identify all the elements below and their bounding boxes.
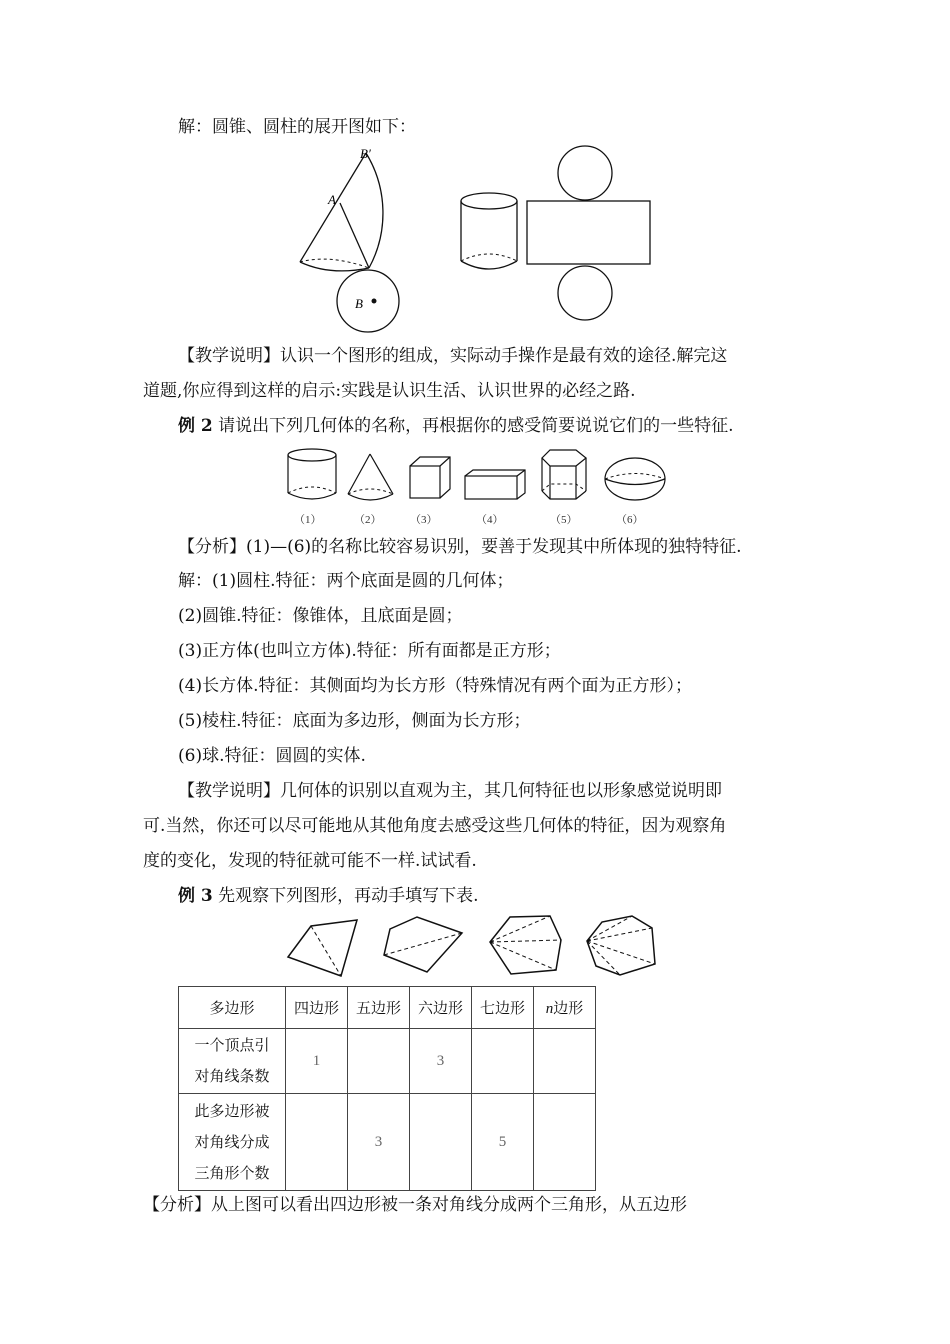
row2-cell-heptagon: 5 [472,1094,534,1191]
solid-label-1: （1） [294,514,322,526]
row2-cell-hexagon [410,1094,472,1191]
quadrilateral [288,920,357,976]
pentagon [384,917,462,972]
row1-cell-heptagon [472,1029,534,1094]
header-pentagon: 五边形 [348,987,410,1029]
row2-cell-quadrilateral [286,1094,348,1191]
row2-label-line-1: 此多边形被 [194,1101,270,1120]
cylinder-top [461,193,517,209]
label-b: B [355,296,363,311]
solids-figure [280,446,680,532]
solution-line-3: (3)正方体(也叫立方体).特征：所有面都是正方形； [178,641,561,661]
row2-label-line-2: 对角线分成 [194,1132,270,1151]
example-2-text: 请说出下列几何体的名称，再根据你的感受简要说说它们的一些特征. [218,416,734,436]
header-hexagon: 六边形 [410,987,472,1029]
example-3 [178,885,479,907]
table-header-row [179,987,596,1029]
example-3-text: 先观察下列图形，再动手填写下表. [218,886,479,906]
solution-line-5: (5)棱柱.特征：底面为多边形，侧面为长方形； [178,711,531,731]
label-a: A [328,192,336,207]
teaching-note-2-line-1: 【教学说明】几何体的识别以直观为主，其几何特征也以形象感觉说明即 [178,781,722,801]
cone-base-arc [300,262,369,271]
row1-cell-n-gon [534,1029,596,1094]
teaching-note-1-line-1: 【教学说明】认识一个图形的组成，实际动手操作是最有效的途径.解完这 [178,346,728,366]
hexagon [490,916,561,974]
solid-label-5: （5） [550,514,578,526]
header-heptagon: 七边形 [472,987,534,1029]
header-polygon: 多边形 [179,987,286,1029]
row1-label [179,1029,286,1094]
solid-label-6: （6） [616,514,644,526]
cone-slant-line [300,153,366,262]
row1-label-line-2: 对角线条数 [194,1067,270,1085]
analysis-1: 【分析】(1)—(6)的名称比较容易识别，要善于发现其中所体现的独特特征. [178,537,742,557]
row1-label-line-1: 一个顶点引 [194,1036,270,1054]
cone-base-circle [337,270,399,332]
solid-label-2: （2） [354,514,382,526]
teaching-note-1-line-2: 道题,你应得到这样的启示:实践是认识生活、认识世界的必经之路. [143,381,636,401]
example-2-label: 例 2 [178,416,213,436]
solution-intro: 解：圆锥、圆柱的展开图如下： [178,117,416,137]
row1-cell-hexagon: 3 [410,1029,472,1094]
solid-label-4: （4） [476,514,504,526]
solid-label-3: （3） [410,514,438,526]
example-2 [178,415,734,437]
solution-line-1: 解：(1)圆柱.特征：两个底面是圆的几何体； [178,571,514,591]
net-rectangle [527,201,650,264]
table-row-diagonals [179,1029,596,1094]
solution-line-6: (6)球.特征：圆圆的实体. [178,746,366,766]
label-b-prime: B′ [360,146,371,161]
solution-line-2: (2)圆锥.特征：像锥体，且底面是圆； [178,606,463,626]
polygons-figure [280,912,670,982]
row2-label-line-3: 三角形个数 [194,1163,270,1182]
cone-edge-line [340,203,369,268]
cone-sector-arc [366,153,383,268]
n-suffix: 边形 [553,999,584,1017]
header-quadrilateral: 四边形 [286,987,348,1029]
net-top-circle [558,146,612,200]
polygon-diagonal-table [178,986,596,1191]
solution-line-4: (4)长方体.特征：其侧面均为长方形（特殊情况有两个面为正方形）； [178,676,692,696]
teaching-note-2-line-3: 度的变化，发现的特征就可能不一样.试试看. [143,851,477,871]
row2-cell-n-gon [534,1094,596,1191]
analysis-2: 【分析】从上图可以看出四边形被一条对角线分成两个三角形，从五边形 [143,1195,687,1215]
example-3-label: 例 3 [178,886,213,906]
n-variable: n [545,1001,554,1017]
cylinder-bottom-dashed [461,254,517,261]
net-bottom-circle [558,266,612,320]
point-b [372,299,377,304]
cylinder-bottom [461,261,517,269]
teaching-note-2-line-2: 可.当然，你还可以尽可能地从其他角度去感受这些几何体的特征，因为观察角 [143,816,727,836]
header-n-gon [534,987,596,1029]
row1-cell-pentagon [348,1029,410,1094]
table-row-triangles [179,1094,596,1191]
row2-label [179,1094,286,1191]
row2-cell-pentagon: 3 [348,1094,410,1191]
heptagon [587,916,655,975]
row1-cell-quadrilateral: 1 [286,1029,348,1094]
nets-figure [290,140,670,340]
